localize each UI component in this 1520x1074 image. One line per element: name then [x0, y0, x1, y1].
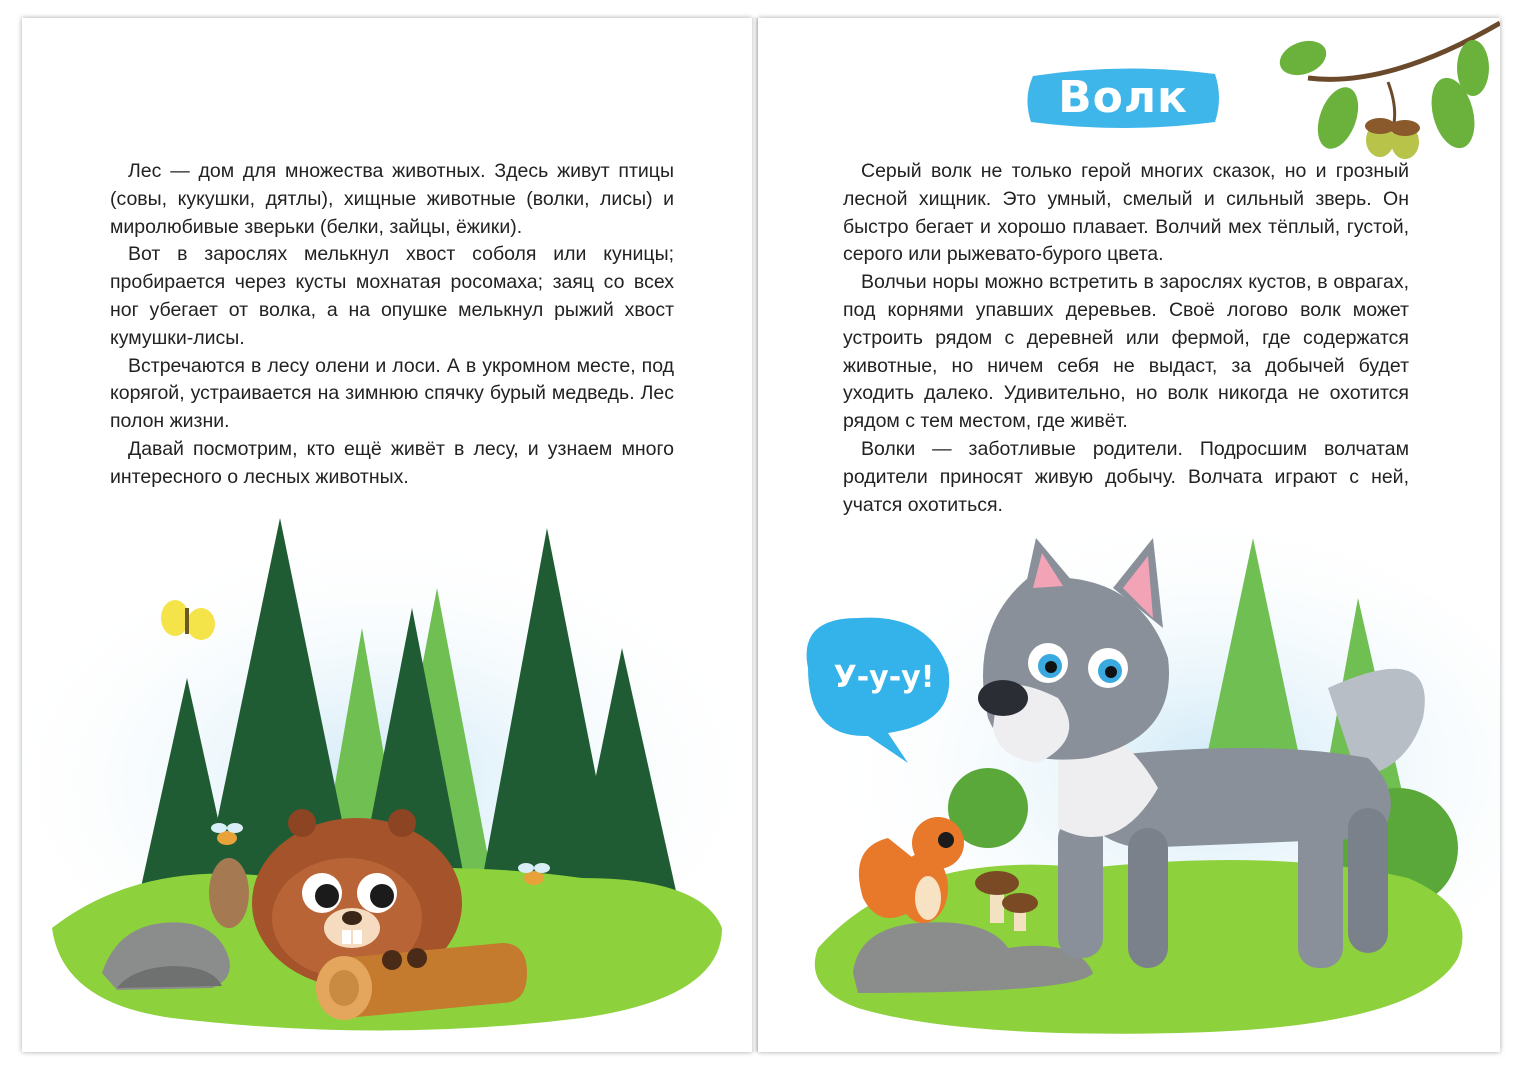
left-text-block	[110, 158, 674, 492]
left-paragraph-3: Встречаются в лесу олени и лоси. А в укромном месте, под корягой, устраивается на зимнюю спячку бурый медведь. Лес полон жизни.	[110, 354, 674, 433]
title-badge	[1023, 66, 1223, 130]
right-page	[758, 18, 1500, 1052]
right-paragraph-3: Волки — заботливые родители. Подросшим волчатам родители приносят живую добычу. Волчата играют с ней, учатся охотиться.	[843, 437, 1409, 516]
forest-illustration	[22, 498, 752, 1052]
left-paragraph-4: Давай посмотрим, кто ещё живёт в лесу, и узнаем много интересного о лесных животных.	[110, 437, 674, 488]
acorn-icon	[1365, 118, 1420, 159]
right-text-block	[843, 158, 1409, 519]
left-page	[22, 18, 752, 1052]
right-paragraph-2: Волчьи норы можно встретить в зарослях кустов, в оврагах, под корнями упавших деревьев. Своё логово волк может устроить рядом с деревней или фермой, где содержатся животные, но ничем себя не выдаст, за добычей будет уходить далеко. Удивительно, но волк никогда не охотится рядом с тем местом, где живёт.	[843, 271, 1409, 433]
page-title: Волк	[1058, 72, 1188, 123]
right-paragraph-1: Серый волк не только герой многих сказок, но и грозный лесной хищник. Это умный, смелый и сильный зверь. Он быстро бегает и хорошо плавает. Волчий мех тёплый, густой, серого или рыжевато-бурого цвета.	[843, 160, 1409, 266]
wolf-illustration	[758, 518, 1500, 1052]
left-paragraph-1: Лес — дом для множества животных. Здесь живут птицы (совы, кукушки, дятлы), хищные животные (волки, лисы) и миролюбивые зверьки (белки, зайцы, ёжики).	[110, 160, 674, 238]
left-paragraph-2: Вот в зарослях мелькнул хвост соболя или куницы; пробирается через кусты мохнатая росомаха; заяц со всех ног убегает от волка, а на опушке мелькнул рыжий хвост кумушки-лисы.	[110, 243, 674, 349]
speech-bubble-wrap	[798, 618, 978, 768]
speech-bubble-text: У-у-у!	[833, 660, 935, 695]
